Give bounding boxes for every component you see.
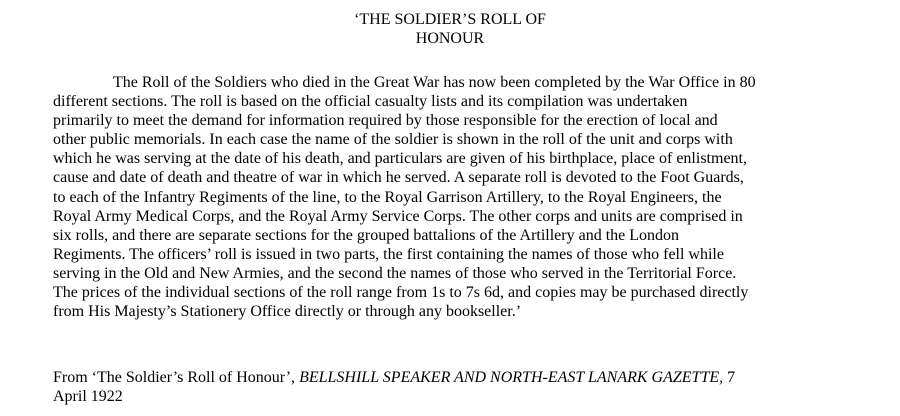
body-line: The prices of the individual sections of the roll range from 1s to 7s 6d, and copies may be purchased directly xyxy=(53,284,749,302)
body-line: cause and date of death and theatre of war in which he served. A separate roll is devoted to the Foot Guards, xyxy=(53,169,744,187)
body-line: Royal Army Medical Corps, and the Royal Army Service Corps. The other corps and units are comprised in xyxy=(53,207,743,225)
body-line: from His Majesty’s Stationery Office directly or through any bookseller.’ xyxy=(53,303,522,321)
source-citation xyxy=(53,368,873,406)
article-body xyxy=(53,73,873,321)
source-publication: BELLSHILL SPEAKER AND NORTH-EAST LANARK GAZETTE, xyxy=(299,369,724,386)
body-line: to each of the Infantry Regiments of the line, to the Royal Garrison Artillery, to the Royal Engineers, the xyxy=(53,188,722,206)
body-line: six rolls, and there are separate sections for the grouped battalions of the Artillery and the London xyxy=(53,226,680,244)
body-line: serving in the Old and New Armies, and the second the names of those who served in the Territorial Force. xyxy=(53,264,737,282)
body-line: The Roll of the Soldiers who died in the Great War has now been completed by the War Office in 80 xyxy=(113,74,756,91)
body-line: which he was serving at the date of his death, and particulars are given of his birthplace, place of enlistment, xyxy=(53,150,747,168)
article-title-line-1: ‘THE SOLDIER’S ROLL OF xyxy=(354,11,546,28)
source-prefix: From ‘The Soldier’s Roll of Honour’, xyxy=(53,369,300,386)
source-citation-line-2: April 1922 xyxy=(53,388,123,405)
body-line: primarily to meet the demand for information required by those responsible for the erection of local and xyxy=(53,112,718,130)
body-line: different sections. The roll is based on the official casualty lists and its compilation was undertaken xyxy=(53,93,688,111)
source-date-day: 7 xyxy=(723,369,736,386)
article-title xyxy=(0,10,900,48)
article-title-line-2: HONOUR xyxy=(415,30,485,47)
source-citation-line-1 xyxy=(53,368,873,387)
body-line: Regiments. The officers’ roll is issued in two parts, the first containing the names of those who fell while xyxy=(53,245,724,263)
body-line: other public memorials. In each case the name of the soldier is shown in the roll of the unit and corps with xyxy=(53,131,733,149)
